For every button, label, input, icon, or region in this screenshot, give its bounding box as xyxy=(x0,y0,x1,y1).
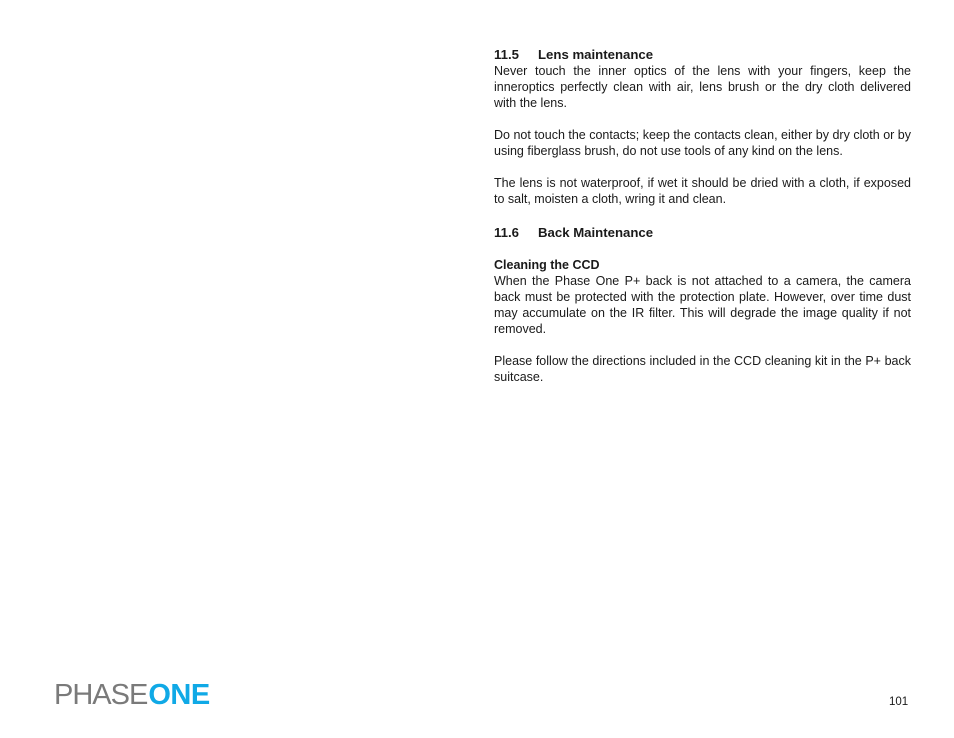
paragraph-ccd-kit: Please follow the directions included in the CCD cleaning kit in the P+ back suitcase. xyxy=(494,354,911,384)
section-number: 11.6 xyxy=(494,225,519,240)
section-number: 11.5 xyxy=(494,47,519,62)
paragraph-lens-optics: Never touch the inner optics of the lens with your fingers, keep the inneroptics perfectly clean with air, lens brush or the dry cloth delivered with the lens. xyxy=(494,64,911,110)
paragraph-ccd-dust: When the Phase One P+ back is not attached to a camera, the camera back must be protected with the protection plate. However, over time dust may accumulate on the IR filter. This will degrade the image quality if not removed. xyxy=(494,274,911,336)
page-number: 101 xyxy=(889,696,909,708)
section-heading-lens-maintenance xyxy=(494,47,911,63)
logo-phase-text: PHASE xyxy=(54,678,148,711)
logo-one-text: ONE xyxy=(148,678,210,711)
section-title: Lens maintenance xyxy=(538,47,654,62)
paragraph-lens-contacts: Do not touch the contacts; keep the contacts clean, either by dry cloth or by using fiberglass brush, do not use tools of any kind on the lens. xyxy=(494,128,911,158)
section-heading-back-maintenance xyxy=(494,225,911,241)
paragraph-lens-waterproof: The lens is not waterproof, if wet it should be dried with a cloth, if exposed to salt, moisten a cloth, wring it and clean. xyxy=(494,176,911,206)
phase-one-logo xyxy=(54,680,210,710)
subheading-cleaning-ccd: Cleaning the CCD xyxy=(494,258,600,272)
section-title: Back Maintenance xyxy=(538,225,654,240)
main-text-column xyxy=(494,47,911,385)
